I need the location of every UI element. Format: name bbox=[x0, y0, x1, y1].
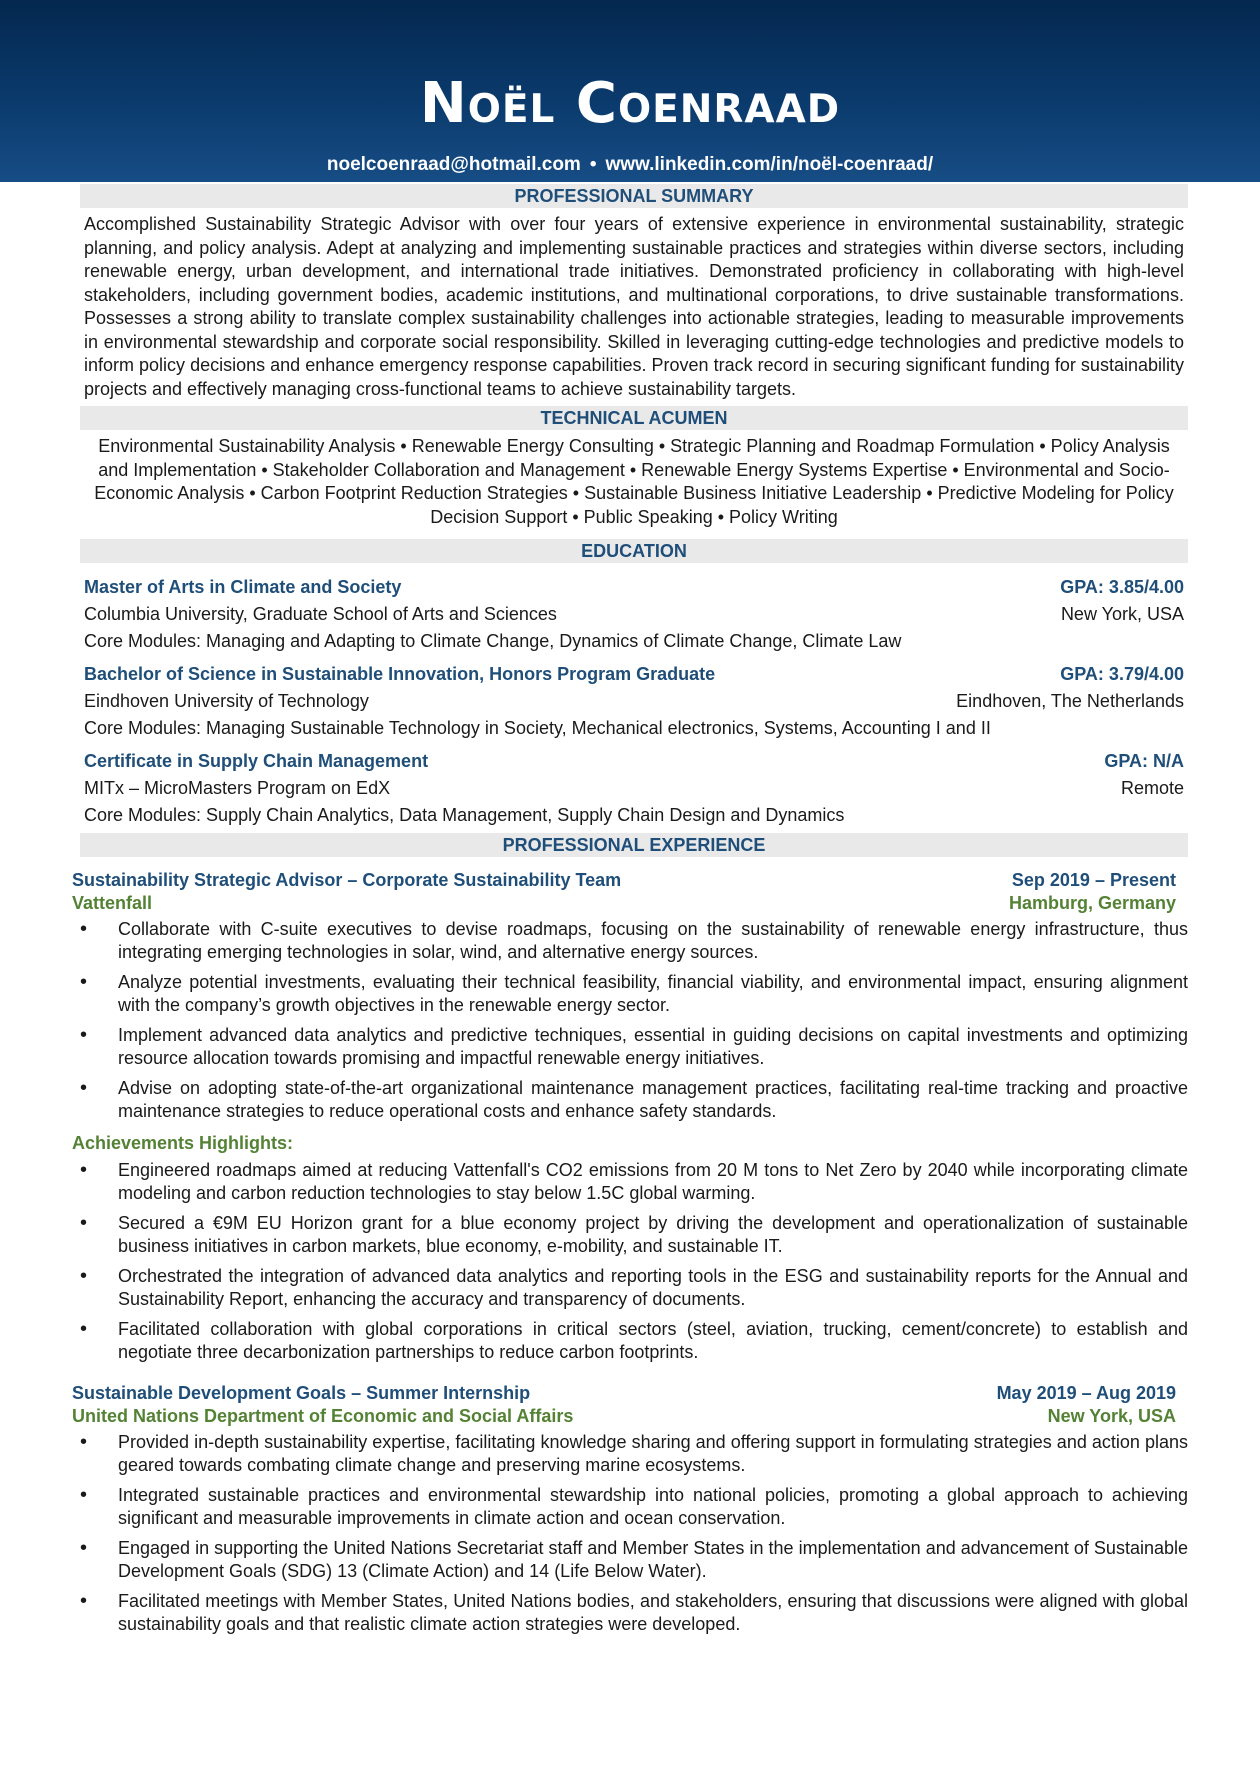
company-name: Vattenfall bbox=[72, 893, 153, 913]
email-link[interactable]: noelcoenraad@hotmail.com bbox=[326, 154, 581, 175]
core-modules: Core Modules: Managing Sustainable Technology in Society, Mechanical electronics, Systems, Accounting I and II bbox=[84, 718, 991, 738]
achievement-list bbox=[72, 1159, 1188, 1364]
job-dates: Sep 2019 – Present bbox=[1011, 870, 1176, 890]
education-entry bbox=[84, 748, 1184, 829]
job-title: Sustainability Strategic Advisor – Corporate Sustainability Team bbox=[72, 870, 622, 890]
section-heading-technical: TECHNICAL ACUMEN bbox=[80, 406, 1188, 430]
school-location: Eindhoven, The Netherlands bbox=[956, 691, 1184, 711]
experience-list bbox=[72, 869, 1188, 1636]
degree-title: Master of Arts in Climate and Society bbox=[84, 577, 402, 597]
section-heading-experience: PROFESSIONAL EXPERIENCE bbox=[80, 833, 1188, 857]
education-list bbox=[80, 563, 1188, 829]
degree-title: Bachelor of Science in Sustainable Innovation, Honors Program Graduate bbox=[84, 664, 716, 684]
list-item: • Provided in-depth sustainability expertise, facilitating knowledge sharing and offering support in formulating strategies and action plans geared towards combating climate change and preserving marine ecosystems. bbox=[72, 1431, 1188, 1477]
school-name: MITx – MicroMasters Program on EdX bbox=[84, 778, 391, 798]
job-location: Hamburg, Germany bbox=[1008, 893, 1176, 913]
list-item: • Advise on adopting state-of-the-art organizational maintenance management practices, facilitating real-time tracking and proactive maintenance strategies to reduce operational costs and enhance safety standards. bbox=[72, 1077, 1188, 1123]
resume-header bbox=[0, 0, 1260, 182]
achievements-heading: Achievements Highlights: bbox=[72, 1133, 294, 1153]
technical-skills: Environmental Sustainability Analysis • Renewable Energy Consulting • Strategic Planning and Roadmap Formulation • Policy Analysis and Implementation • Stakeholder Collaboration and Management • Renewable Energy Systems Expertise • Environmental and Socio-Economic Analysis • Carbon Footprint Reduction Strategies • Sustainable Business Initiative Leadership • Predictive Modeling for Policy Decision Support • Public Speaking • Policy Writing bbox=[94, 436, 1174, 527]
education-entry bbox=[84, 661, 1184, 742]
core-modules: Core Modules: Supply Chain Analytics, Data Management, Supply Chain Design and Dynamics bbox=[84, 805, 845, 825]
degree-title: Certificate in Supply Chain Management bbox=[84, 751, 429, 771]
list-item: • Integrated sustainable practices and environmental stewardship into national policies, promoting a global approach to achieving significant and measurable improvements in climate action and ocean conservation. bbox=[72, 1484, 1188, 1530]
linkedin-link[interactable]: www.linkedin.com/in/noël-coenraad/ bbox=[605, 154, 934, 175]
list-item: • Engineered roadmaps aimed at reducing Vattenfall's CO2 emissions from 20 M tons to Net Zero by 2040 while incorporating climate modeling and carbon reduction technologies to stay below 1.5C global warming. bbox=[72, 1159, 1188, 1205]
list-item: • Engaged in supporting the United Nations Secretariat staff and Member States in the implementation and advancement of Sustainable Development Goals (SDG) 13 (Climate Action) and 14 (Life Below Water). bbox=[72, 1537, 1188, 1583]
list-item: • Collaborate with C-suite executives to devise roadmaps, focusing on the sustainability of renewable energy infrastructure, thus integrating emerging technologies in solar, wind, and alternative energy sources. bbox=[72, 918, 1188, 964]
list-item: • Facilitated meetings with Member States, United Nations bodies, and stakeholders, ensuring that discussions were aligned with global sustainability goals and that realistic climate action strategies were developed. bbox=[72, 1590, 1188, 1636]
school-name: Eindhoven University of Technology bbox=[84, 691, 369, 711]
list-item: • Implement advanced data analytics and predictive techniques, essential in guiding decisions on capital investments and optimizing resource allocation towards promising and impactful renewable energy initiatives. bbox=[72, 1024, 1188, 1070]
gpa: GPA: N/A bbox=[1104, 751, 1184, 771]
company-name: United Nations Department of Economic and Social Affairs bbox=[72, 1406, 574, 1426]
job-entry bbox=[72, 1382, 1188, 1636]
school-location: New York, USA bbox=[1060, 604, 1184, 624]
section-heading-education: EDUCATION bbox=[80, 539, 1188, 563]
list-item: • Secured a €9M EU Horizon grant for a blue economy project by driving the development and operationalization of sustainable business initiatives in carbon markets, blue economy, e-mobility, and sustainable IT. bbox=[72, 1212, 1188, 1258]
contact-separator: • bbox=[589, 154, 597, 175]
job-dates: May 2019 – Aug 2019 bbox=[996, 1383, 1176, 1403]
job-entry bbox=[72, 869, 1188, 1364]
responsibility-list bbox=[72, 1431, 1188, 1636]
school-name: Columbia University, Graduate School of Arts and Sciences bbox=[84, 604, 557, 624]
contact-line bbox=[0, 155, 1260, 174]
candidate-name: Noël Coenraad bbox=[419, 71, 841, 136]
gpa: GPA: 3.85/4.00 bbox=[1060, 577, 1184, 597]
job-location: New York, USA bbox=[1047, 1406, 1176, 1426]
responsibility-list bbox=[72, 918, 1188, 1123]
job-title: Sustainable Development Goals – Summer Internship bbox=[72, 1383, 531, 1403]
resume-body bbox=[72, 184, 1188, 1643]
list-item: • Facilitated collaboration with global corporations in critical sectors (steel, aviation, trucking, cement/concrete) to establish and negotiate three decarbonization partnerships to reduce carbon footprints. bbox=[72, 1318, 1188, 1364]
core-modules: Core Modules: Managing and Adapting to Climate Change, Dynamics of Climate Change, Climate Law bbox=[84, 631, 902, 651]
list-item: • Analyze potential investments, evaluating their technical feasibility, financial viability, and environmental impact, ensuring alignment with the company’s growth objectives in the renewable energy sector. bbox=[72, 971, 1188, 1017]
school-location: Remote bbox=[1120, 778, 1184, 798]
gpa: GPA: 3.79/4.00 bbox=[1060, 664, 1184, 684]
list-item: • Orchestrated the integration of advanced data analytics and reporting tools in the ESG and sustainability reports for the Annual and Sustainability Report, enhancing the accuracy and transparency of documents. bbox=[72, 1265, 1188, 1311]
education-entry bbox=[84, 574, 1184, 655]
section-heading-summary: PROFESSIONAL SUMMARY bbox=[80, 184, 1188, 208]
professional-summary: Accomplished Sustainability Strategic Advisor with over four years of extensive experience in environmental sustainability, strategic planning, and policy analysis. Adept at analyzing and implementing sustainable practices and strategies within diverse sectors, including renewable energy, urban development, and international trade initiatives. Demonstrated proficiency in collaborating with high-level stakeholders, including government bodies, academic institutions, and multinational corporations, to drive sustainable transformations. Possesses a strong ability to translate complex sustainability challenges into actionable strategies, leading to measurable improvements in environmental stewardship and corporate social responsibility. Skilled in leveraging cutting-edge technologies and predictive models to inform policy decisions and enhance emergency response capabilities. Proven track record in securing significant funding for sustainability projects and effectively managing cross-functional teams to achieve sustainability targets. bbox=[84, 214, 1184, 399]
